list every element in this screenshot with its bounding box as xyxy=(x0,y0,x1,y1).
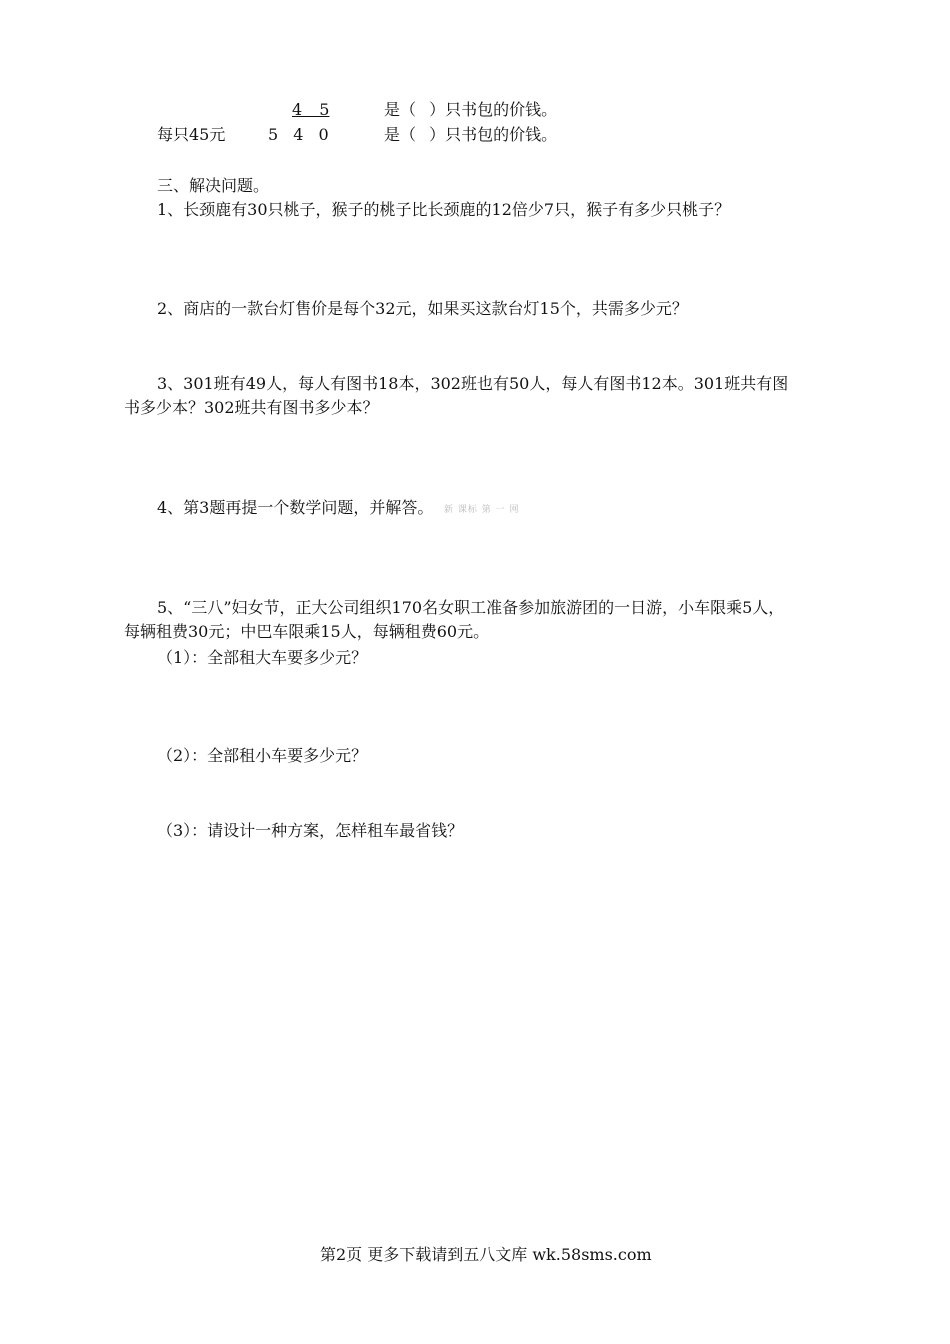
question-1: 1、长颈鹿有30只桃子，猴子的桃子比长颈鹿的12倍少7只，猴子有多少只桃子？ xyxy=(157,200,731,219)
row1-digits: 4 5 xyxy=(292,100,330,119)
question-4: 4、第3题再提一个数学问题，并解答。 xyxy=(157,498,434,517)
row2-digits: 5 4 0 xyxy=(268,125,329,144)
question-5-sub2: （2）：全部租小车要多少元？ xyxy=(157,746,368,765)
watermark-text: 新 课标 第 一 网 xyxy=(444,505,520,515)
question-3-line1: 3、301班有49人，每人有图书18本，302班也有50人，每人有图书12本。301班共有图 xyxy=(157,374,789,393)
page-footer: 第2页 更多下载请到五八文库 wk.58sms.com xyxy=(320,1245,652,1264)
row2-label: 每只45元 xyxy=(157,125,226,144)
question-5-sub1: （1）：全部租大车要多少元？ xyxy=(157,648,368,667)
question-3-line2: 书多少本？302班共有图书多少本？ xyxy=(124,398,379,417)
section3-heading: 三、解决问题。 xyxy=(157,176,270,195)
row1-underline xyxy=(292,100,352,120)
row2-text: 是（ ）只书包的价钱。 xyxy=(384,125,558,144)
question-2: 2、商店的一款台灯售价是每个32元，如果买这款台灯15个，共需多少元？ xyxy=(157,299,688,318)
question-5-line2: 每辆租费30元；中巴车限乘15人，每辆租费60元。 xyxy=(124,622,490,641)
question-5-line1: 5、“三八”妇女节，正大公司组织170名女职工准备参加旅游团的一日游，小车限乘5人， xyxy=(157,598,785,617)
question-5-sub3: （3）：请设计一种方案，怎样租车最省钱？ xyxy=(157,821,464,840)
row1-text: 是（ ）只书包的价钱。 xyxy=(384,100,558,119)
